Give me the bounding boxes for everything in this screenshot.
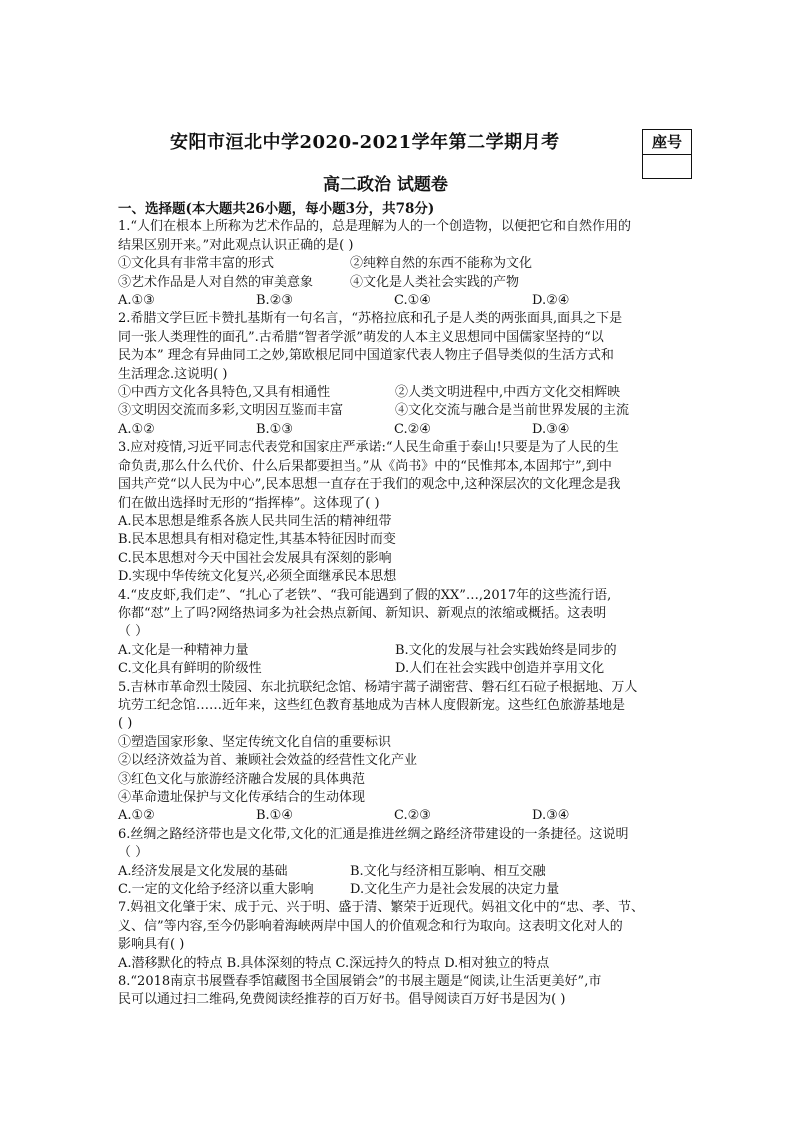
q1-statements-row (118, 255, 678, 273)
q1-statement: ②纯粹自然的东西不能称为文化 (350, 256, 533, 272)
q4-options-row (118, 642, 678, 660)
q1-statement: ③艺术作品是人对自然的审美意象 (118, 274, 314, 290)
q1-stem-2: 结果区别开来。”对此观点认识正确的是( ) (118, 237, 354, 253)
q1-statement: ④文化是人类社会实践的产物 (350, 274, 520, 290)
exam-subtitle: 高二政治 试题卷 (323, 175, 448, 195)
q2-statements-row (118, 384, 678, 402)
q5-option-d: D.③④ (532, 808, 570, 824)
q5-statement: ②以经济效益为首、兼顾社会效益的经营性文化产业 (118, 753, 418, 769)
q3-option-b: B.民本思想具有相对稳定性,其基本特征因时而变 (118, 532, 396, 548)
q1-options (118, 292, 678, 310)
q6-stem-2: （ ） (118, 845, 149, 861)
q5-option-a: A.①② (118, 808, 155, 824)
q6-option-a: A.经济发展是文化发展的基础 (118, 863, 288, 879)
q3-option-d: D.实现中华传统文化复兴,必须全面继承民本思想 (118, 569, 397, 585)
q1-option-a: A.①③ (118, 293, 155, 309)
q3-option-c: C.民本思想对今天中国社会发展具有深刻的影响 (118, 550, 392, 566)
q3-option-a: A.民本思想是维系各族人民共同生活的精神纽带 (118, 513, 392, 529)
q6-options-row (118, 863, 678, 881)
q3-stem-4: 们在做出选择时无形的“指挥棒”。这体现了( ) (118, 495, 380, 511)
q2-stem-2: 同一张人类理性的面孔”.古希腊“智者学派”萌发的人本主义思想同中国儒家坚持的“以 (118, 329, 604, 345)
q1-option-b: B.②③ (256, 293, 293, 309)
q1-statement: ①文化具有非常丰富的形式 (118, 256, 275, 272)
q6-option-c: C.一定的文化给予经济以重大影响 (118, 882, 314, 898)
q7-stem-3: 影响具有( ) (118, 937, 185, 953)
q1-statements-row (118, 274, 678, 292)
q3-stem-3: 国共产党“以人民为中心”,民本思想一直存在于我们的观念中,这种深层次的文化理念是我 (118, 477, 621, 493)
question-content (118, 200, 678, 1010)
seat-number-box (642, 129, 692, 179)
q2-statements-row (118, 402, 678, 420)
q2-option-c: C.②④ (394, 421, 431, 437)
q2-statement: ①中西方文化各具特色,又具有相通性 (118, 385, 331, 401)
q7-stem-2: 义、信”等内容,至今仍影响着海峡两岸中国人的价值观念和行为取向。这表明文化对人的 (118, 918, 623, 934)
q5-statement: ③红色文化与旅游经济融合发展的具体典范 (118, 771, 366, 787)
q3-stem-2: 命负责,那么什么代价、什么后果都要担当。”从《尚书》中的“民惟邦本,本固邦宁”,到中 (118, 458, 612, 474)
q5-statement: ④革命遗址保护与文化传承结合的生动体现 (118, 790, 366, 805)
q2-statement: ②人类文明进程中,中西方文化交相辉映 (395, 385, 621, 401)
q5-stem-2: 坑劳工纪念馆……近年来，这些红色教育基地成为吉林人度假新宠。这些红色旅游基地是 (118, 697, 626, 713)
q2-statement: ④文化交流与融合是当前世界发展的主流 (395, 403, 630, 419)
q2-options (118, 421, 678, 439)
q4-option-c: C.文化具有鲜明的阶级性 (118, 661, 262, 677)
q2-statement: ③文明因交流而多彩,文明因互鉴而丰富 (118, 403, 344, 419)
q2-stem-3: 民为本” 理念有异曲同工之妙,第欧根尼同中国道家代表人物庄子倡导类似的生活方式和 (118, 348, 614, 364)
q5-stem-1: 5.吉林市革命烈士陵园、东北抗联纪念馆、杨靖宇蒿子湖密营、磐石红石砬子根据地、万人 (118, 679, 638, 695)
q2-stem-4: 生活理念.这说明( ) (118, 366, 228, 382)
q1-option-c: C.①④ (394, 293, 431, 309)
q5-stem-3: ( ) (118, 716, 133, 732)
q2-stem-1: 2.希腊文学巨匠卡赞扎基斯有一句名言，“苏格拉底和孔子是人类的两张面具,面具之下是 (118, 311, 623, 327)
exam-title: 安阳市洹北中学2020-2021学年第二学期月考 (170, 132, 560, 153)
q7-options: A.潜移默化的特点 B.具体深刻的特点 C.深远持久的特点 D.相对独立的特点 (118, 955, 550, 971)
q4-option-b: B.文化的发展与社会实践始终是同步的 (395, 642, 617, 658)
q8-stem-2: 民可以通过扫二维码,免费阅读经推荐的百万好书。倡导阅读百万好书是因为( ) (118, 992, 566, 1008)
q5-option-b: B.①④ (256, 808, 293, 824)
q6-options-row (118, 881, 678, 899)
section-heading: 一、选择题(本大题共26小题，每小题3分，共78分) (118, 201, 435, 217)
q4-options-row (118, 660, 678, 678)
q2-option-b: B.①③ (256, 421, 293, 437)
q5-option-c: C.②③ (394, 808, 431, 824)
q5-options (118, 807, 678, 825)
q6-option-b: B.文化与经济相互影响、相互交融 (350, 863, 546, 879)
q8-stem-1: 8.“2018南京书展暨春季馆藏图书全国展销会”的书展主题是“阅读,让生活更美好”,市 (118, 974, 602, 990)
q3-stem-1: 3.应对疫情,习近平同志代表党和国家庄严承诺:“人民生命重于泰山!只要是为了人民的生 (118, 440, 619, 456)
q4-option-d: D.人们在社会实践中创造并享用文化 (395, 661, 605, 677)
q2-option-a: A.①② (118, 421, 155, 437)
q5-statement: ①塑造国家形象、坚定传统文化自信的重要标识 (118, 734, 392, 750)
q2-option-d: D.③④ (532, 421, 570, 437)
q6-option-d: D.文化生产力是社会发展的决定力量 (350, 882, 560, 898)
q7-stem-1: 7.妈祖文化肇于宋、成于元、兴于明、盛于清、繁荣于近现代。妈祖文化中的“忠、孝、节、 (118, 900, 645, 916)
q6-stem-1: 6.丝绸之路经济带也是文化带,文化的汇通是推进丝绸之路经济带建设的一条捷径。这说明 (118, 826, 629, 842)
q4-option-a: A.文化是一种精神力量 (118, 642, 249, 658)
q1-stem-1: 1.“人们在根本上所称为艺术作品的，总是理解为人的一个创造物，以便把它和自然作用的 (118, 219, 632, 235)
q1-option-d: D.②④ (532, 293, 570, 309)
q4-stem-3: （ ） (118, 624, 149, 640)
q4-stem-1: 4.“皮皮虾,我们走”、“扎心了老铁”、“我可能遇到了假的XX”…,2017年的这些流行语, (118, 587, 612, 603)
seat-number-label: 座号 (643, 130, 691, 155)
q4-stem-2: 你都“怼”上了吗?网络热词多为社会热点新闻、新知识、新观点的浓缩或概括。这表明 (118, 605, 607, 621)
